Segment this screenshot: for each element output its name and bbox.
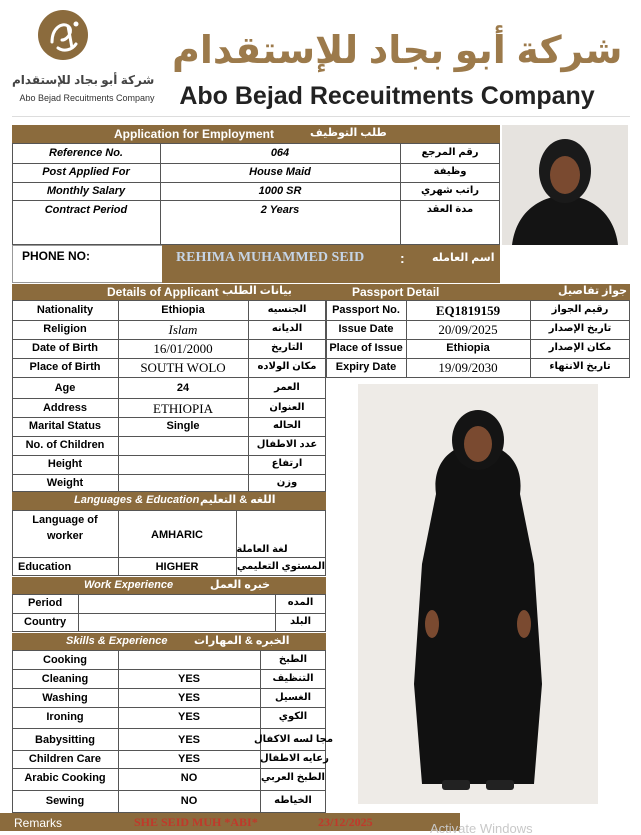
- worker-name-ar: اسم العامله: [432, 252, 495, 264]
- skills-title-bar: [12, 633, 326, 650]
- work-title-bar: [12, 577, 326, 594]
- application-title-ar: طلب التوظيف: [310, 127, 387, 139]
- remarks-agent: SHE SEID MUH *ABI*: [134, 815, 258, 829]
- worker-name: REHIMA MUHAMMED SEID: [176, 250, 365, 265]
- company-title-english: Abo Bejad Receuitments Company: [179, 82, 595, 110]
- applicant-title-ar: بيانات الطلب: [222, 285, 292, 297]
- logo-arabic-text: شركة أبو بجاد للإستقدام: [12, 73, 155, 87]
- remarks-date: 23/12/2025: [318, 815, 373, 829]
- worker-name-bar: REHIMA MUHAMMED SEID : اسم العامله: [162, 245, 500, 283]
- company-title-arabic: شركة أبو بجاد للإستقدام: [172, 30, 623, 72]
- applicant-title: Details of Applicant: [107, 285, 219, 299]
- header-divider: [12, 116, 630, 117]
- phone-label: PHONE NO:: [22, 249, 91, 263]
- remarks-label: Remarks: [14, 816, 63, 830]
- skills-title: Skills & Experience: [66, 635, 168, 647]
- languages-title: Languages & Education: [74, 494, 200, 506]
- languages-title-bar: [12, 492, 326, 510]
- logo-emblem-icon: [38, 10, 88, 60]
- application-title-bar: [12, 125, 500, 143]
- work-title-ar: خبره العمل: [210, 579, 271, 591]
- skills-title-ar: الخبره & المهارات: [194, 635, 290, 647]
- passport-title-ar: جواز تفاصيل: [558, 285, 628, 297]
- applicant-photo-full: [358, 384, 598, 804]
- applicant-photo-small: [502, 125, 628, 245]
- watermark-text: Activate Windows: [430, 821, 533, 835]
- passport-title-bar: [326, 284, 630, 300]
- languages-title-ar: اللغه & التعليم: [200, 494, 276, 506]
- application-title: Application for Employment: [114, 127, 275, 141]
- work-title: Work Experience: [84, 579, 174, 591]
- logo-english-text: Abo Bejad Recuitments Company: [19, 93, 155, 103]
- remarks-bar: [0, 813, 460, 831]
- applicant-title-bar: [12, 284, 326, 300]
- passport-title: Passport Detail: [352, 285, 440, 299]
